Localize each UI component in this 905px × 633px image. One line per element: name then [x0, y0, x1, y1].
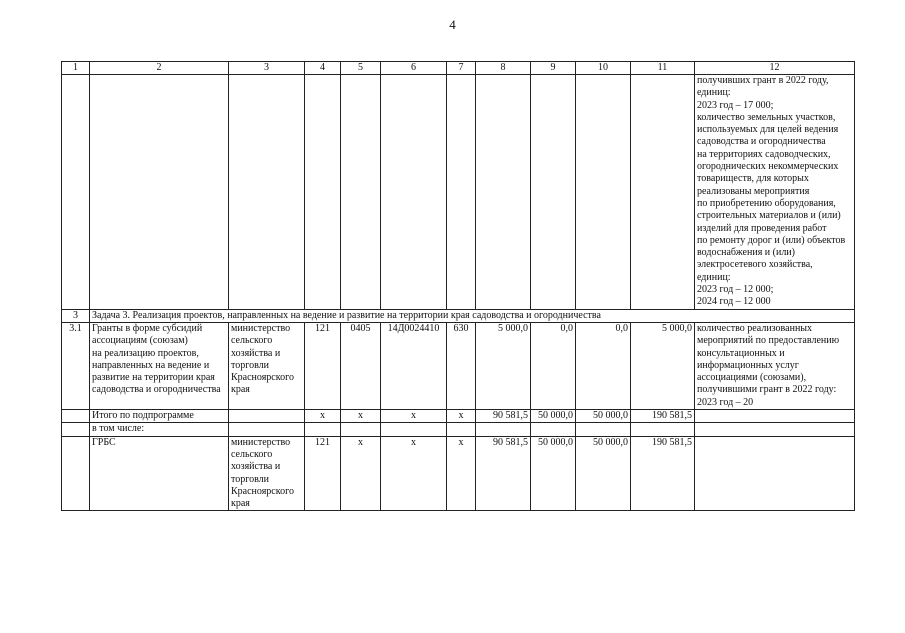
grbs-col-6: x — [381, 436, 447, 511]
task-number: 3 — [62, 309, 90, 322]
total-col-6: x — [381, 410, 447, 423]
grbs-2024: 50 000,0 — [576, 436, 631, 511]
grbs-2022: 90 581,5 — [476, 436, 531, 511]
section-code: 0405 — [341, 322, 381, 409]
amount-total: 5 000,0 — [631, 322, 695, 409]
grbs-col-7: x — [447, 436, 476, 511]
header-col-1: 1 — [62, 62, 90, 75]
header-col-4: 4 — [305, 62, 341, 75]
total-row — [62, 410, 855, 423]
grbs-col-4: 121 — [305, 436, 341, 511]
row-number: 3.1 — [62, 322, 90, 409]
total-col-4: x — [305, 410, 341, 423]
total-label: Итого по подпрограмме — [90, 410, 229, 423]
grbs-col-5: x — [341, 436, 381, 511]
header-col-11: 11 — [631, 62, 695, 75]
total-sum: 190 581,5 — [631, 410, 695, 423]
header-col-6: 6 — [381, 62, 447, 75]
total-col-7: x — [447, 410, 476, 423]
including-label: в том числе: — [90, 423, 229, 436]
amount-2024: 0,0 — [576, 322, 631, 409]
total-2023: 50 000,0 — [531, 410, 576, 423]
table-row-3-1 — [62, 322, 855, 409]
page-number: 4 — [449, 17, 456, 32]
task-row — [62, 309, 855, 322]
budget-table — [61, 61, 855, 511]
header-col-8: 8 — [476, 62, 531, 75]
grbs-label: ГРБС — [90, 436, 229, 511]
grbs-total: 190 581,5 — [631, 436, 695, 511]
grbs-body: министерство сельского хозяйства и торговли Красноярского края — [229, 436, 305, 511]
header-col-7: 7 — [447, 62, 476, 75]
total-2024: 50 000,0 — [576, 410, 631, 423]
header-col-3: 3 — [229, 62, 305, 75]
header-col-10: 10 — [576, 62, 631, 75]
header-col-5: 5 — [341, 62, 381, 75]
responsible-body: министерство сельского хозяйства и торговли Красноярского края — [229, 322, 305, 409]
expense-type: 630 — [447, 322, 476, 409]
continuation-indicators: получивших грант в 2022 году, единиц: 2023 год – 17 000; количество земельных участков, используемых для целей ведения садоводства и огородничества на территориях садоводческих, огороднических некоммерческих товариществ, для которых реализованы мероприятия по приобретению оборудования, строительных материалов и (или) изделий для проведения работ по ремонту дорог и (или) объектов водоснабжения и (или) электросетевого хозяйства, единиц: 2023 год – 12 000; 2024 год – 12 000 — [695, 75, 855, 310]
header-col-12: 12 — [695, 62, 855, 75]
including-row — [62, 423, 855, 436]
measure-name: Гранты в форме субсидий ассоциациям (союзам) на реализацию проектов, направленных на ведение и развитие на территории края садоводства и огородничества — [90, 322, 229, 409]
total-2022: 90 581,5 — [476, 410, 531, 423]
expected-result: количество реализованных мероприятий по предоставлению консультационных и информационных услуг ассоциациями (союзами), получившими грант в 2022 году: 2023 год – 20 — [695, 322, 855, 409]
amount-2023: 0,0 — [531, 322, 576, 409]
total-col-5: x — [341, 410, 381, 423]
header-col-2: 2 — [90, 62, 229, 75]
grbs-row — [62, 436, 855, 511]
grbs-2023: 50 000,0 — [531, 436, 576, 511]
target-article: 14Д0024410 — [381, 322, 447, 409]
task-title: Задача 3. Реализация проектов, направленных на ведение и развитие на территории края садоводства и огородничества — [90, 309, 855, 322]
header-row — [62, 62, 855, 75]
header-col-9: 9 — [531, 62, 576, 75]
amount-2022: 5 000,0 — [476, 322, 531, 409]
grbs-code: 121 — [305, 322, 341, 409]
continuation-row — [62, 75, 855, 310]
